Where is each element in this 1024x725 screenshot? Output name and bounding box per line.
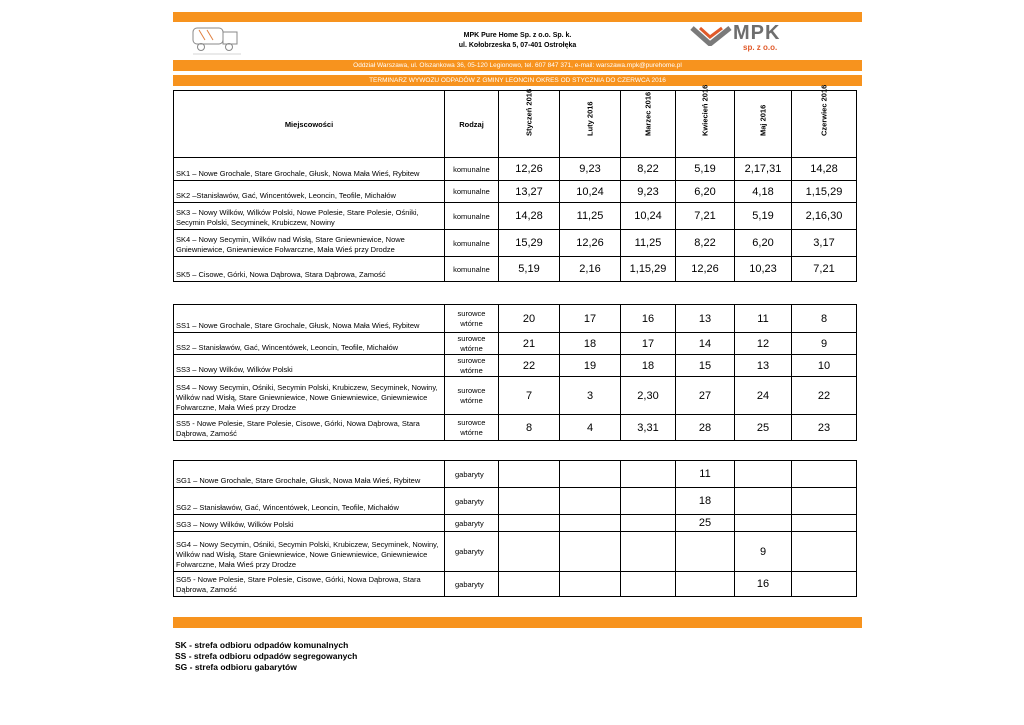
place-cell: SK4 – Nowy Secymin, Wilków nad Wisłą, Stare Gniewniewice, Nowe Gniewniewice, Gniewniewice Folwarczne, Mała Wieś przy Drodze [174, 230, 445, 257]
col-header-place: Miejscowości [174, 91, 445, 158]
legend-sg: SG - strefa odbioru gabarytów [175, 662, 297, 672]
table-header-row [174, 91, 857, 158]
date-cell: 12,26 [676, 257, 735, 282]
date-cell: 2,30 [621, 377, 676, 415]
kind-cell: komunalne [445, 203, 499, 230]
date-cell: 14 [676, 333, 735, 355]
table-row [174, 488, 857, 515]
date-cell: 14,28 [499, 203, 560, 230]
kind-cell: komunalne [445, 230, 499, 257]
date-cell: 1,15,29 [792, 181, 857, 203]
date-cell: 2,16,30 [792, 203, 857, 230]
date-cell: 13 [676, 305, 735, 333]
col-header-month: Luty 2016 [560, 91, 621, 158]
date-cell [560, 488, 621, 515]
date-cell [792, 488, 857, 515]
date-cell [676, 532, 735, 572]
date-cell: 10,24 [621, 203, 676, 230]
date-cell: 7 [499, 377, 560, 415]
table-row [174, 532, 857, 572]
date-cell: 21 [499, 333, 560, 355]
mpk-logo-mark-icon [690, 24, 732, 46]
table-row [174, 230, 857, 257]
branch-info: Oddział Warszawa, ul. Olszankowa 36, 05-120 Legionowo, tel. 607 847 371, e-mail: warszawa.mpk@purehome.pl [173, 60, 862, 71]
date-cell: 11 [735, 305, 792, 333]
date-cell [792, 532, 857, 572]
date-cell: 16 [621, 305, 676, 333]
date-cell: 15 [676, 355, 735, 377]
place-cell: SG5 - Nowe Polesie, Stare Polesie, Cisowe, Górki, Nowa Dąbrowa, Stara Dąbrowa, Zamość [174, 572, 445, 597]
table-row [174, 257, 857, 282]
kind-cell: surowce wtórne [445, 355, 499, 377]
date-cell: 22 [499, 355, 560, 377]
date-cell [735, 461, 792, 488]
date-cell: 3,17 [792, 230, 857, 257]
place-cell: SG4 – Nowy Secymin, Ośniki, Secymin Polski, Krubiczew, Secyminek, Nowiny, Wilków nad Wisłą, Stare Gniewniewice, Nowe Gniewniewice, Gniewniewice Folwarczne, Mała Wieś przy Drodze [174, 532, 445, 572]
date-cell: 10,24 [560, 181, 621, 203]
date-cell [621, 488, 676, 515]
date-cell: 9,23 [621, 181, 676, 203]
place-cell: SS5 - Nowe Polesie, Stare Polesie, Cisowe, Górki, Nowa Dąbrowa, Stara Dąbrowa, Zamość [174, 415, 445, 441]
date-cell [499, 488, 560, 515]
kind-cell: surowce wtórne [445, 415, 499, 441]
place-cell: SG3 – Nowy Wilków, Wilków Polski [174, 515, 445, 532]
place-cell: SK1 – Nowe Grochale, Stare Grochale, Głusk, Nowa Mała Wieś, Rybitew [174, 158, 445, 181]
date-cell: 25 [735, 415, 792, 441]
date-cell: 9 [735, 532, 792, 572]
table-row [174, 572, 857, 597]
date-cell: 24 [735, 377, 792, 415]
table-row [174, 305, 857, 333]
date-cell: 19 [560, 355, 621, 377]
date-cell [621, 532, 676, 572]
bottom-orange-bar [173, 617, 862, 628]
kind-cell: gabaryty [445, 572, 499, 597]
date-cell: 5,19 [735, 203, 792, 230]
date-cell [676, 572, 735, 597]
place-cell: SK2 –Stanisławów, Gać, Wincentówek, Leoncin, Teofile, Michałów [174, 181, 445, 203]
table-row [174, 377, 857, 415]
ss-table [173, 304, 857, 441]
date-cell: 27 [676, 377, 735, 415]
place-cell: SS3 – Nowy Wilków, Wilków Polski [174, 355, 445, 377]
kind-cell: komunalne [445, 158, 499, 181]
date-cell: 6,20 [676, 181, 735, 203]
kind-cell: komunalne [445, 257, 499, 282]
date-cell [621, 461, 676, 488]
date-cell: 25 [676, 515, 735, 532]
kind-cell: surowce wtórne [445, 333, 499, 355]
date-cell: 16 [735, 572, 792, 597]
date-cell [499, 461, 560, 488]
logo-subtext: sp. z o.o. [743, 43, 778, 52]
date-cell: 14,28 [792, 158, 857, 181]
place-cell: SK3 – Nowy Wilków, Wilków Polski, Nowe Polesie, Stare Polesie, Ośniki, Secymin Polski, Secyminek, Krubiczew, Nowiny [174, 203, 445, 230]
date-cell: 4,18 [735, 181, 792, 203]
date-cell: 3 [560, 377, 621, 415]
kind-cell: gabaryty [445, 532, 499, 572]
place-cell: SS2 – Stanisławów, Gać, Wincentówek, Leoncin, Teofile, Michałów [174, 333, 445, 355]
table-row [174, 355, 857, 377]
table-row [174, 181, 857, 203]
date-cell: 11,25 [621, 230, 676, 257]
date-cell: 8,22 [621, 158, 676, 181]
date-cell: 12 [735, 333, 792, 355]
kind-cell: gabaryty [445, 461, 499, 488]
date-cell: 2,17,31 [735, 158, 792, 181]
date-cell: 3,31 [621, 415, 676, 441]
date-cell: 6,20 [735, 230, 792, 257]
date-cell: 13 [735, 355, 792, 377]
table-row [174, 515, 857, 532]
col-header-month: Czerwiec 2016 [792, 91, 857, 158]
date-cell: 1,15,29 [621, 257, 676, 282]
date-cell [499, 532, 560, 572]
header [173, 22, 862, 62]
date-cell: 11 [676, 461, 735, 488]
date-cell: 15,29 [499, 230, 560, 257]
col-header-month: Kwiecień 2016 [676, 91, 735, 158]
date-cell: 8,22 [676, 230, 735, 257]
date-cell: 11,25 [560, 203, 621, 230]
date-cell [560, 532, 621, 572]
date-cell: 9,23 [560, 158, 621, 181]
company-name: MPK Pure Home Sp. z o.o. Sp. k. [463, 32, 572, 39]
date-cell: 5,19 [676, 158, 735, 181]
date-cell [499, 572, 560, 597]
date-cell: 17 [621, 333, 676, 355]
legend [175, 640, 357, 673]
table-row [174, 415, 857, 441]
date-cell [735, 488, 792, 515]
date-cell: 13,27 [499, 181, 560, 203]
date-cell: 18 [621, 355, 676, 377]
schedule-title: TERMINARZ WYWOZU ODPADÓW Z GMINY LEONCIN OKRES OD STYCZNIA DO CZERWCA 2016 [173, 75, 862, 86]
logo-text: MPK [733, 22, 781, 44]
table-row [174, 203, 857, 230]
date-cell [560, 572, 621, 597]
date-cell: 22 [792, 377, 857, 415]
date-cell: 10 [792, 355, 857, 377]
date-cell: 12,26 [499, 158, 560, 181]
place-cell: SG1 – Nowe Grochale, Stare Grochale, Głusk, Nowa Mała Wieś, Rybitew [174, 461, 445, 488]
date-cell [792, 572, 857, 597]
kind-cell: gabaryty [445, 515, 499, 532]
date-cell: 8 [499, 415, 560, 441]
place-cell: SS1 – Nowe Grochale, Stare Grochale, Głusk, Nowa Mała Wieś, Rybitew [174, 305, 445, 333]
date-cell [792, 461, 857, 488]
table-row [174, 158, 857, 181]
date-cell [735, 515, 792, 532]
date-cell: 10,23 [735, 257, 792, 282]
place-cell: SK5 – Cisowe, Górki, Nowa Dąbrowa, Stara Dąbrowa, Zamość [174, 257, 445, 282]
company-address: ul. Kołobrzeska 5, 07-401 Ostrołęka [458, 42, 577, 49]
date-cell: 2,16 [560, 257, 621, 282]
table-row [174, 461, 857, 488]
date-cell: 23 [792, 415, 857, 441]
place-cell: SS4 – Nowy Secymin, Ośniki, Secymin Polski, Krubiczew, Secyminek, Nowiny, Wilków nad Wisłą, Stare Gniewniewice, Nowe Gniewniewice, Gniewniewice Folwarczne, Mała Wieś przy Drodze [174, 377, 445, 415]
date-cell: 20 [499, 305, 560, 333]
date-cell [792, 515, 857, 532]
date-cell: 9 [792, 333, 857, 355]
date-cell: 12,26 [560, 230, 621, 257]
date-cell [621, 515, 676, 532]
top-orange-bar [173, 12, 862, 22]
date-cell: 7,21 [792, 257, 857, 282]
col-header-month: Marzec 2016 [621, 91, 676, 158]
date-cell: 18 [676, 488, 735, 515]
sg-table [173, 460, 857, 597]
date-cell [621, 572, 676, 597]
kind-cell: gabaryty [445, 488, 499, 515]
date-cell: 8 [792, 305, 857, 333]
date-cell: 18 [560, 333, 621, 355]
place-cell: SG2 – Stanisławów, Gać, Wincentówek, Leoncin, Teofile, Michałów [174, 488, 445, 515]
date-cell [560, 461, 621, 488]
col-header-month: Styczeń 2016 [499, 91, 560, 158]
legend-ss: SS - strefa odbioru odpadów segregowanych [175, 651, 358, 661]
kind-cell: komunalne [445, 181, 499, 203]
date-cell: 5,19 [499, 257, 560, 282]
date-cell: 4 [560, 415, 621, 441]
sk-table [173, 84, 857, 282]
kind-cell: surowce wtórne [445, 305, 499, 333]
date-cell: 28 [676, 415, 735, 441]
kind-cell: surowce wtórne [445, 377, 499, 415]
date-cell: 7,21 [676, 203, 735, 230]
legend-sk: SK - strefa odbioru odpadów komunalnych [175, 640, 349, 650]
date-cell [560, 515, 621, 532]
date-cell: 17 [560, 305, 621, 333]
col-header-month: Maj 2016 [735, 91, 792, 158]
table-row [174, 333, 857, 355]
date-cell [499, 515, 560, 532]
col-header-kind: Rodzaj [445, 91, 499, 158]
